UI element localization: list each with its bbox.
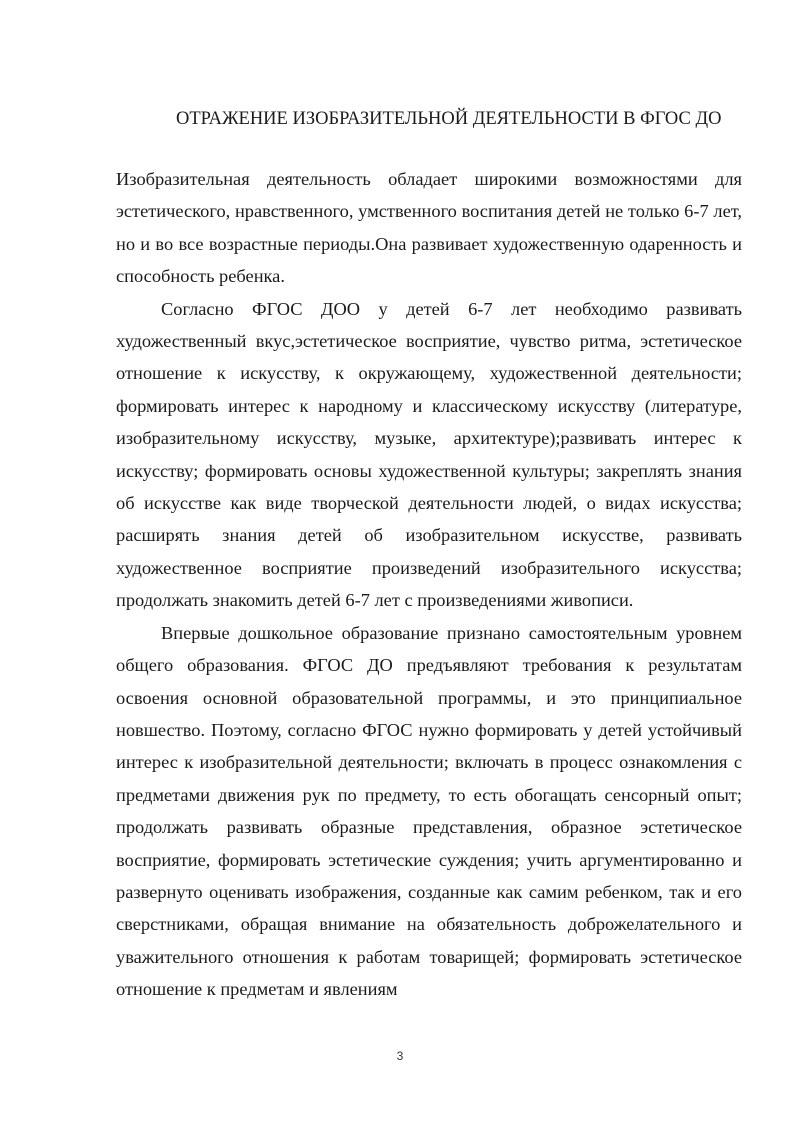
page-title: ОТРАЖЕНИЕ ИЗОБРАЗИТЕЛЬНОЙ ДЕЯТЕЛЬНОСТИ В ФГОС ДО — [176, 109, 722, 129]
paragraph-2: Согласно ФГОС ДОО у детей 6-7 лет необходимо развивать художественный вкус,эстетическое восприятие, чувство ритма, эстетическое отношение к искусству, к окружающему, художественной деятельности; формировать интерес к народному и классическому искусству (литературе, изобразительному искусству, музыке, архитектуре);развивать интерес к искусству; формировать основы художественной культуры; закреплять знания об искусстве как виде творческой деятельности людей, о видах искусства; расширять знания детей об изобразительном искусстве, развивать художественное восприятие произведений изобразительного искусства; продолжать знакомить детей 6-7 лет с произведениями живописи. — [116, 298, 742, 611]
paragraph-1: Изобразительная деятельность обладает широкими возможностями для эстетического, нравственного, умственного воспитания детей не только 6-7 лет, но и во все возрастные периоды.Она развивает художественную одаренность и способность ребенка. — [116, 169, 742, 287]
paragraph-3: Впервые дошкольное образование признано самостоятельным уровнем общего образования. ФГОС ДО предъявляют требования к результатам освоения основной образовательной программы, и это принципиальное новшество. Поэтому, согласно ФГОС нужно формировать у детей устойчивый интерес к изобразительной деятельности; включать в процесс ознакомления с предметами движения рук по предмету, то есть обогащать сенсорный опыт; продолжать развивать образные представления, образное эстетическое восприятие, формировать эстетические суждения; учить аргументированно и развернуто оценивать изображения, созданные как самим ребенком, так и его сверстниками, обращая внимание на обязательность доброжелательного и уважительного отношения к работам товарищей; формировать эстетическое отношение к предметам и явлениям — [116, 622, 742, 1000]
page-number: 3 — [396, 1049, 404, 1063]
document-body — [116, 163, 742, 1006]
